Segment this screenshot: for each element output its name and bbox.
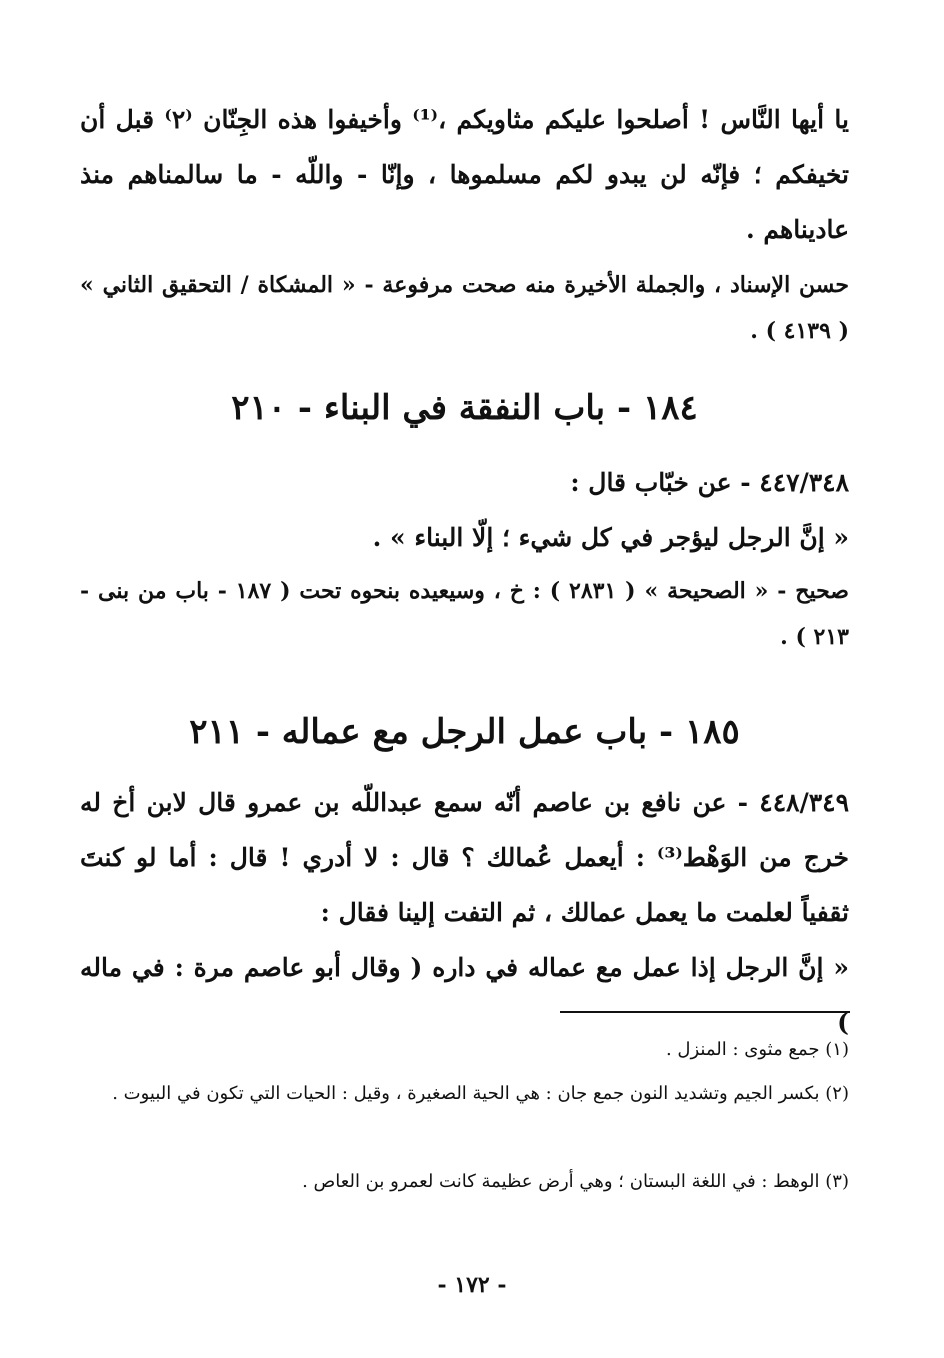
section-184-body [80, 455, 849, 565]
intro-paragraph: يا أيها النَّاس ! أصلحوا عليكم مثاويكم ،⁽¹⁾ وأخيفوا هذه الجِنّان ⁽٢⁾ قبل أن تخيفكم ؛ فإنّه لن يبدو لكم مسلموها ، وإنّا - واللّه - ما سالمناهم منذ عاديناهم . [80, 105, 849, 244]
intro-source-note: حسن الإسناد ، والجملة الأخيرة منه صحت مرفوعة - « المشكاة / التحقيق الثاني » ( ٤١٣٩ ) . [80, 272, 849, 344]
section-184-grade-block [80, 568, 849, 660]
page-number: - ١٧٢ - [437, 1272, 507, 1298]
hadith-449-text: ٤٤٨/٣٤٩ - عن نافع بن عاصم أنّه سمع عبداللّه بن عمرو قال لابن أخ له خرج من الوَهْط⁽³⁾ : أيعمل عُمالك ؟ قال : لا أدري ! قال : أما لو كنتَ ثقفياً لعلمت ما يعمل عمالك ، ثم التفت إلينا فقال : [80, 788, 849, 927]
intro-source-block [80, 262, 849, 354]
footnote-1: (١) جمع مثوى : المنزل . [665, 1039, 849, 1060]
footnote-2: (٢) بكسر الجيم وتشديد النون جمع جان : هي الحية الصغيرة ، وقيل : الحيات التي تكون في البيوت . [112, 1083, 849, 1104]
chapter-185-heading: ١٨٥ - باب عمل الرجل مع عماله - ٢١١ [189, 712, 740, 752]
hadith-448-quote: « إنَّ الرجل ليؤجر في كل شيء ؛ إلّا البناء » . [372, 523, 849, 552]
footnote-divider [560, 1011, 850, 1013]
intro-paragraph-block [80, 92, 849, 257]
section-185-body [80, 775, 849, 1050]
footnote-3: (٣) الوهط : في اللغة البستان ؛ وهي أرض عظيمة كانت لعمرو بن العاص . [302, 1171, 849, 1192]
hadith-448-intro: ٤٤٧/٣٤٨ - عن خبّاب قال : [570, 468, 849, 497]
hadith-449-quote: « إنَّ الرجل إذا عمل مع عماله في داره ( وقال أبو عاصم مرة : في ماله ) [80, 953, 849, 1037]
chapter-184-heading: ١٨٤ - باب النفقة في البناء - ٢١٠ [231, 388, 698, 428]
hadith-448-grade: صحيح - « الصحيحة » ( ٢٨٣١ ) : خ ، وسيعيده بنحوه تحت ( ١٨٧ - باب من بنى - ٢١٣ ) . [80, 578, 849, 650]
